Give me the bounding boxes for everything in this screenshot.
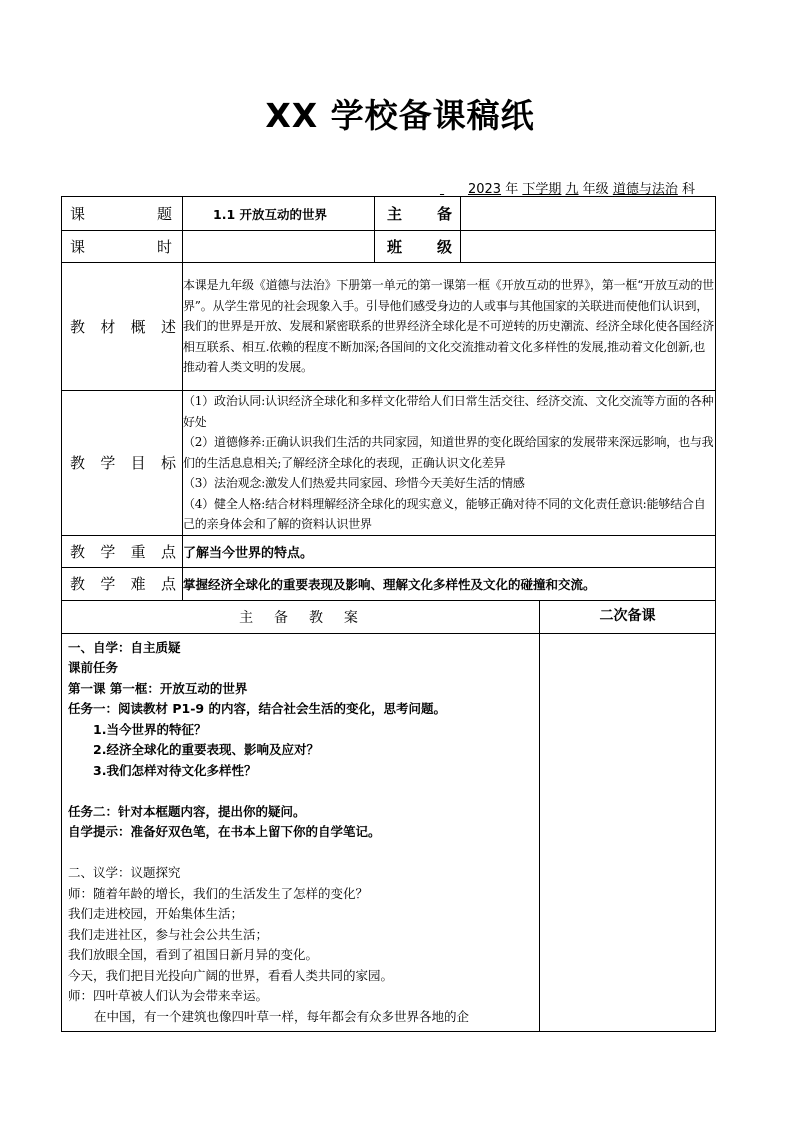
underline-lead <box>440 182 468 197</box>
plan-line: 3.我们怎样对待文化多样性？ <box>93 762 257 778</box>
plan-line: 第一课 第一框：开放互动的世界 <box>68 680 248 696</box>
plan-line: 1.当今世界的特征？ <box>93 721 207 737</box>
class-value <box>461 231 716 263</box>
class-label: 班 级 <box>375 231 461 263</box>
blank-line <box>68 843 533 864</box>
plan-line: 我们走进校园，开始集体生活； <box>68 906 244 921</box>
plan-line: 二、议学：议题探究 <box>68 865 181 880</box>
overview-label: 教 材 概 述 <box>62 263 183 391</box>
goal-item: （2）道德修养:正确认识我们生活的共同家园，知道世界的变化既给国家的发展带来深远影响，也与我们的生活息息相关;了解经济全球化的表现，正确认识文化差异 <box>183 435 714 470</box>
plan-header-row <box>62 600 716 633</box>
page-title: XX 学校备课稿纸 <box>265 96 535 135</box>
plan-line: 我们走进社区，参与社会公共生活； <box>68 926 269 942</box>
period-value <box>183 231 375 263</box>
difficulty-text: 掌握经济全球化的重要表现及影响、理解文化多样性及文化的碰撞和交流。 <box>183 567 716 600</box>
overview-row <box>62 263 716 391</box>
goal-item: （1）政治认同:认识经济全球化和多样文化带给人们日常生活交往、经济交流、文化交流等方面的各种好处 <box>183 394 714 429</box>
year-value: 2023 <box>467 182 502 197</box>
difficulty-row <box>62 567 716 600</box>
plan-line: 课前任务 <box>68 660 119 675</box>
topic-label: 课 题 <box>62 197 183 231</box>
subject-suffix: 科 <box>681 182 695 197</box>
plan-line: 我们放眼全国，看到了祖国日新月异的变化。 <box>68 947 319 962</box>
goals-label: 教 学 目 标 <box>62 391 183 536</box>
plan-line: 自学提示：准备好双色笔，在书本上留下你的自学笔记。 <box>68 824 381 839</box>
second-prep-header: 二次备课 <box>540 600 716 633</box>
grade-suffix: 年级 <box>582 182 609 197</box>
plan-body-row <box>62 633 716 1032</box>
year-suffix: 年 <box>505 182 519 197</box>
period-label: 课 时 <box>62 231 183 263</box>
goals-row <box>62 391 716 536</box>
lesson-plan-table <box>61 196 716 1032</box>
goals-text <box>183 391 716 536</box>
semester-value: 下学期 <box>522 182 562 197</box>
preparer-value <box>461 197 716 231</box>
preparer-label: 主 备 <box>375 197 461 231</box>
overview-text: 本课是九年级《道德与法治》下册第一单元的第一课第一框《开放互动的世界》，第一框“开放互动的世界”。从学生常见的社会现象入手。引导他们感受身边的人或事与其他国家的关联进而使他们认识到，我们的世界是开放、发展和紧密联系的世界经济全球化是不可逆转的历史潮流、经济全球化使各国经济相互联系、相互.依赖的程度不断加深;各国间的文化交流推动着文化多样性的发展,推动着文化创新,也推动着人类文明的发展。 <box>183 263 716 391</box>
plan-line: 2.经济全球化的重要表现、影响及应对？ <box>93 742 319 757</box>
goal-item: （4）健全人格:结合材料理解经济全球化的现实意义，能够正确对待不同的文化责任意识:能够结合自己的亲身体会和了解的资料认识世界 <box>183 496 706 531</box>
key-text: 了解当今世界的特点。 <box>183 535 716 567</box>
goal-item: （3）法治观念:激发人们热爱共同家园、珍惜今天美好生活的情感 <box>183 476 525 490</box>
second-prep-content <box>540 633 716 1032</box>
plan-line: 师：随着年龄的增长，我们的生活发生了怎样的变化？ <box>68 885 369 901</box>
topic-value: 1.1 开放互动的世界 <box>183 197 375 231</box>
key-row <box>62 535 716 567</box>
key-label: 教 学 重 点 <box>62 535 183 567</box>
grade-value: 九 <box>565 182 579 197</box>
plan-line: 任务二：针对本框题内容，提出你的疑问。 <box>68 803 306 819</box>
subject-value: 道德与法治 <box>612 182 678 197</box>
plan-line: 今天，我们把目光投向广阔的世界，看看人类共同的家园。 <box>68 967 394 983</box>
topic-row <box>62 197 716 231</box>
plan-line: 师：四叶草被人们认为会带来幸运。 <box>68 988 269 1003</box>
period-row <box>62 231 716 263</box>
course-info-line <box>440 178 695 197</box>
blank-line <box>68 781 533 802</box>
plan-line: 在中国，有一个建筑也像四叶草一样，每年都会有众多世界各地的企 <box>94 1008 470 1024</box>
plan-header: 主 备 教 案 <box>62 600 540 633</box>
plan-content <box>62 633 540 1032</box>
difficulty-label: 教 学 难 点 <box>62 567 183 600</box>
plan-line: 任务一：阅读教材 P1-9 的内容，结合社会生活的变化，思考问题。 <box>68 701 446 716</box>
plan-line: 一、自学：自主质疑 <box>68 639 181 655</box>
